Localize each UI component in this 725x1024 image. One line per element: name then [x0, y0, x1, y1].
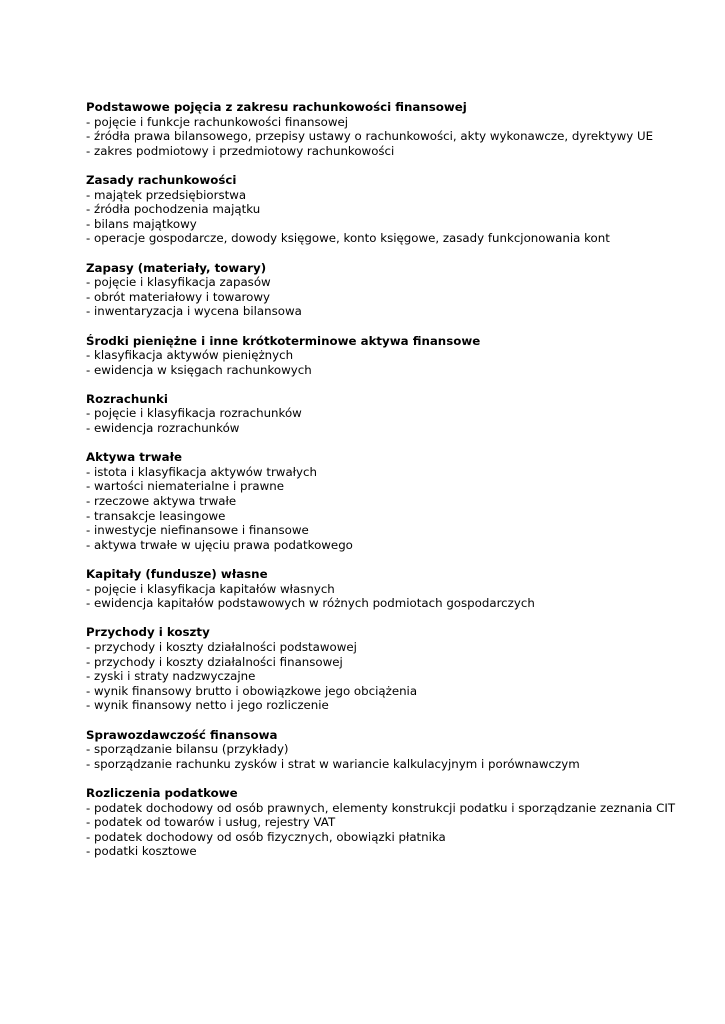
section [86, 728, 706, 772]
list-item: - klasyfikacja aktywów pieniężnych [86, 348, 294, 363]
section [86, 625, 706, 713]
list-item: - podatki kosztowe [86, 844, 197, 859]
section-heading: Przychody i koszty [86, 625, 210, 640]
list-item: - przychody i koszty działalności podstawowej [86, 639, 357, 654]
section-heading: Aktywa trwałe [86, 450, 182, 465]
list-item: - obrót materiałowy i towarowy [86, 289, 270, 304]
list-item: - majątek przedsiębiorstwa [86, 187, 247, 202]
list-item: - wartości niematerialne i prawne [86, 479, 284, 494]
section-heading: Rozrachunki [86, 391, 168, 406]
section [86, 392, 706, 436]
section [86, 100, 706, 158]
list-item: - wynik finansowy brutto i obowiązkowe jego obciążenia [86, 683, 418, 698]
list-item: - źródła prawa bilansowego, przepisy ustawy o rachunkowości, akty wykonawcze, dyrektywy UE [86, 129, 654, 144]
list-item: - istota i klasyfikacja aktywów trwałych [86, 464, 317, 479]
list-item: - podatek od towarów i usług, rejestry VAT [86, 815, 336, 830]
list-item: - wynik finansowy netto i jego rozliczenie [86, 698, 329, 713]
list-item: - ewidencja kapitałów podstawowych w różnych podmiotach gospodarczych [86, 596, 535, 611]
list-item: - podatek dochodowy od osób prawnych, elementy konstrukcji podatku i sporządzanie zeznania CIT [86, 800, 676, 815]
list-item: - sporządzanie bilansu (przykłady) [86, 742, 289, 757]
list-item: - zyski i straty nadzwyczajne [86, 669, 256, 684]
section [86, 567, 706, 611]
list-item: - przychody i koszty działalności finansowej [86, 654, 343, 669]
section-heading: Rozliczenia podatkowe [86, 785, 238, 800]
section-heading: Sprawozdawczość finansowa [86, 727, 278, 742]
list-item: - pojęcie i funkcje rachunkowości finansowej [86, 114, 349, 129]
list-item: - pojęcie i klasyfikacja kapitałów własnych [86, 581, 335, 596]
section [86, 450, 706, 552]
section-heading: Zapasy (materiały, towary) [86, 260, 267, 275]
section [86, 786, 706, 859]
section-heading: Zasady rachunkowości [86, 172, 237, 187]
list-item: - pojęcie i klasyfikacja rozrachunków [86, 406, 302, 421]
list-item: - pojęcie i klasyfikacja zapasów [86, 275, 271, 290]
list-item: - ewidencja rozrachunków [86, 421, 240, 436]
list-item: - zakres podmiotowy i przedmiotowy rachunkowości [86, 143, 395, 158]
list-item: - podatek dochodowy od osób fizycznych, obowiązki płatnika [86, 829, 446, 844]
list-item: - operacje gospodarcze, dowody księgowe, konto księgowe, zasady funkcjonowania kont [86, 231, 610, 246]
list-item: - bilans majątkowy [86, 216, 197, 231]
section-heading: Środki pieniężne i inne krótkoterminowe aktywa finansowe [86, 333, 481, 348]
list-item: - inwentaryzacja i wycena bilansowa [86, 304, 302, 319]
list-item: - aktywa trwałe w ujęciu prawa podatkowego [86, 537, 353, 552]
section [86, 261, 706, 319]
list-item: - inwestycje niefinansowe i finansowe [86, 523, 309, 538]
section [86, 334, 706, 378]
list-item: - transakcje leasingowe [86, 508, 226, 523]
list-item: - sporządzanie rachunku zysków i strat w wariancie kalkulacyjnym i porównawczym [86, 756, 580, 771]
document-page [86, 100, 706, 873]
section [86, 173, 706, 246]
section-heading: Podstawowe pojęcia z zakresu rachunkowości finansowej [86, 100, 467, 114]
list-item: - ewidencja w księgach rachunkowych [86, 362, 312, 377]
list-item: - źródła pochodzenia majątku [86, 202, 261, 217]
section-heading: Kapitały (fundusze) własne [86, 567, 268, 581]
list-item: - rzeczowe aktywa trwałe [86, 494, 237, 509]
